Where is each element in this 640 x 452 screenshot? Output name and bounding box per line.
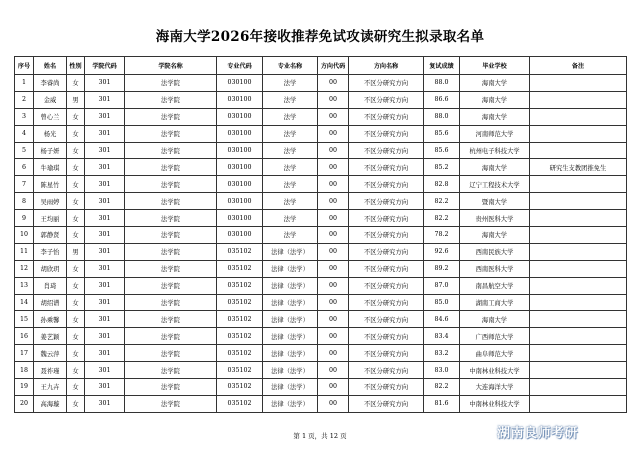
table-cell: 金威 <box>34 91 67 108</box>
table-cell: 301 <box>85 395 125 412</box>
table-cell: 15 <box>15 311 34 328</box>
table-cell: 不区分研究方向 <box>349 210 424 227</box>
table-cell: 030100 <box>217 227 263 244</box>
table-cell: 301 <box>85 294 125 311</box>
table-cell <box>530 142 627 159</box>
table-cell: 辽宁工程技术大学 <box>460 176 530 193</box>
table-cell: 8 <box>15 193 34 210</box>
table-cell <box>530 379 627 396</box>
table-cell: 西南医科大学 <box>460 260 530 277</box>
table-cell: 法学院 <box>125 294 217 311</box>
table-cell: 030100 <box>217 176 263 193</box>
table-cell: 301 <box>85 125 125 142</box>
table-cell: 301 <box>85 328 125 345</box>
table-cell: 83.2 <box>424 345 460 362</box>
table-cell: 不区分研究方向 <box>349 345 424 362</box>
table-cell: 035102 <box>217 362 263 379</box>
table-cell: 00 <box>318 294 349 311</box>
table-cell: 035102 <box>217 328 263 345</box>
table-cell <box>530 210 627 227</box>
table-cell: 法律（法学） <box>263 345 318 362</box>
table-cell <box>530 176 627 193</box>
table-row <box>15 345 627 362</box>
table-cell: 85.0 <box>424 294 460 311</box>
table-cell: 王九卉 <box>34 379 67 396</box>
table-cell: 14 <box>15 294 34 311</box>
table-row <box>15 395 627 412</box>
table-cell: 法律（法学） <box>263 243 318 260</box>
table-cell: 301 <box>85 227 125 244</box>
table-cell: 301 <box>85 176 125 193</box>
table-cell: 女 <box>67 176 85 193</box>
table-cell: 19 <box>15 379 34 396</box>
table-row <box>15 193 627 210</box>
column-header: 专业名称 <box>263 57 318 75</box>
table-cell: 82.2 <box>424 379 460 396</box>
table-cell: 00 <box>318 379 349 396</box>
column-header: 备注 <box>530 57 627 75</box>
table-cell: 法律（法学） <box>263 362 318 379</box>
column-header: 专业代码 <box>217 57 263 75</box>
table-cell: 83.4 <box>424 328 460 345</box>
table-cell: 00 <box>318 142 349 159</box>
table-row <box>15 125 627 142</box>
table-cell: 不区分研究方向 <box>349 362 424 379</box>
table-cell: 030100 <box>217 125 263 142</box>
table-cell: 301 <box>85 260 125 277</box>
table-cell: 85.6 <box>424 125 460 142</box>
table-cell: 030100 <box>217 91 263 108</box>
table-cell: 035102 <box>217 277 263 294</box>
column-header: 复试成绩 <box>424 57 460 75</box>
table-cell: 女 <box>67 75 85 92</box>
table-cell: 曲阜师范大学 <box>460 345 530 362</box>
table-cell: 00 <box>318 75 349 92</box>
table-cell: 吴雨婷 <box>34 193 67 210</box>
document-title: 海南大学2026年接收推荐免试攻读研究生拟录取名单 <box>155 29 485 45</box>
table-cell: 00 <box>318 243 349 260</box>
table-cell: 13 <box>15 277 34 294</box>
table-cell: 84.6 <box>424 311 460 328</box>
table-cell: 法律（法学） <box>263 260 318 277</box>
table-row <box>15 379 627 396</box>
table-cell: 不区分研究方向 <box>349 142 424 159</box>
table-cell: 广西师范大学 <box>460 328 530 345</box>
table-cell <box>530 125 627 142</box>
table-cell: 20 <box>15 395 34 412</box>
table-cell: 6 <box>15 159 34 176</box>
watermark: 湖南良师考研 <box>497 426 579 441</box>
table-cell: 4 <box>15 125 34 142</box>
table-row <box>15 260 627 277</box>
table-cell: 王均丽 <box>34 210 67 227</box>
column-header: 毕业学校 <box>460 57 530 75</box>
table-cell: 030100 <box>217 108 263 125</box>
table-cell: 法学院 <box>125 159 217 176</box>
table-cell: 姜艺颖 <box>34 328 67 345</box>
table-cell: 不区分研究方向 <box>349 125 424 142</box>
table-cell: 82.2 <box>424 193 460 210</box>
table-cell: 85.6 <box>424 142 460 159</box>
table-cell: 00 <box>318 108 349 125</box>
table-cell: 杨子妍 <box>34 142 67 159</box>
table-cell: 00 <box>318 395 349 412</box>
table-cell: 00 <box>318 125 349 142</box>
table-cell: 85.2 <box>424 159 460 176</box>
table-row <box>15 210 627 227</box>
table-cell: 李睿尚 <box>34 75 67 92</box>
table-cell: 女 <box>67 210 85 227</box>
table-cell: 女 <box>67 125 85 142</box>
table-cell <box>530 75 627 92</box>
table-cell: 88.0 <box>424 108 460 125</box>
table-cell <box>530 227 627 244</box>
table-cell: 不区分研究方向 <box>349 227 424 244</box>
table-cell: 曾心兰 <box>34 108 67 125</box>
table-cell: 035102 <box>217 395 263 412</box>
table-row <box>15 311 627 328</box>
table-cell: 82.2 <box>424 210 460 227</box>
column-header: 方向名称 <box>349 57 424 75</box>
table-cell: 不区分研究方向 <box>349 379 424 396</box>
table-cell: 78.2 <box>424 227 460 244</box>
table-cell: 法学院 <box>125 277 217 294</box>
table-cell: 海南大学 <box>460 108 530 125</box>
table-row <box>15 328 627 345</box>
table-cell: 女 <box>67 311 85 328</box>
table-cell: 81.6 <box>424 395 460 412</box>
page-footer: 第 1 页，共 12 页 <box>293 432 347 440</box>
table-cell: 牛瑜琪 <box>34 159 67 176</box>
table-cell: 女 <box>67 277 85 294</box>
table-cell: 7 <box>15 176 34 193</box>
table-cell: 301 <box>85 345 125 362</box>
table-cell: 00 <box>318 345 349 362</box>
table-cell: 法学 <box>263 125 318 142</box>
table-cell: 法学院 <box>125 328 217 345</box>
table-cell: 301 <box>85 193 125 210</box>
table-cell: 00 <box>318 277 349 294</box>
table-cell: 3 <box>15 108 34 125</box>
table-cell: 法学 <box>263 75 318 92</box>
table-cell: 不区分研究方向 <box>349 395 424 412</box>
column-header: 学院名称 <box>125 57 217 75</box>
table-cell: 暨南大学 <box>460 193 530 210</box>
table-cell: 00 <box>318 210 349 227</box>
table-cell: 035102 <box>217 345 263 362</box>
table-cell: 10 <box>15 227 34 244</box>
table-cell: 法学院 <box>125 210 217 227</box>
table-cell: 海南大学 <box>460 311 530 328</box>
table-cell: 女 <box>67 328 85 345</box>
table-cell: 82.8 <box>424 176 460 193</box>
table-cell <box>530 260 627 277</box>
table-cell: 00 <box>318 91 349 108</box>
table-cell: 法学院 <box>125 108 217 125</box>
table-cell <box>530 328 627 345</box>
table-cell: 法学院 <box>125 395 217 412</box>
table-cell: 00 <box>318 328 349 345</box>
admission-table <box>14 56 627 413</box>
table-cell: 法律（法学） <box>263 379 318 396</box>
table-cell: 女 <box>67 227 85 244</box>
column-header: 性别 <box>67 57 85 75</box>
table-cell: 胡绍谱 <box>34 294 67 311</box>
table-cell: 5 <box>15 142 34 159</box>
table-cell: 杭州电子科技大学 <box>460 142 530 159</box>
table-cell: 法学 <box>263 227 318 244</box>
table-cell: 11 <box>15 243 34 260</box>
table-cell: 研究生支教团推免生 <box>530 159 627 176</box>
table-cell: 88.0 <box>424 75 460 92</box>
table-cell: 030100 <box>217 193 263 210</box>
table-cell: 00 <box>318 159 349 176</box>
table-cell: 南昌航空大学 <box>460 277 530 294</box>
table-cell: 12 <box>15 260 34 277</box>
table-cell: 9 <box>15 210 34 227</box>
table-cell: 030100 <box>217 75 263 92</box>
table-cell <box>530 243 627 260</box>
table-cell: 030100 <box>217 210 263 227</box>
column-header: 姓名 <box>34 57 67 75</box>
table-row <box>15 227 627 244</box>
table-cell: 301 <box>85 311 125 328</box>
table-cell: 女 <box>67 159 85 176</box>
table-cell: 不区分研究方向 <box>349 311 424 328</box>
table-cell: 法学院 <box>125 142 217 159</box>
table-cell: 不区分研究方向 <box>349 91 424 108</box>
table-cell: 00 <box>318 227 349 244</box>
table-cell: 00 <box>318 176 349 193</box>
table-cell: 301 <box>85 75 125 92</box>
table-cell: 胡欣玥 <box>34 260 67 277</box>
table-cell: 法律（法学） <box>263 395 318 412</box>
table-cell: 郭静贤 <box>34 227 67 244</box>
table-cell: 中南林业科技大学 <box>460 362 530 379</box>
table-cell: 不区分研究方向 <box>349 294 424 311</box>
table-cell: 河南师范大学 <box>460 125 530 142</box>
table-cell: 法学 <box>263 159 318 176</box>
table-row <box>15 362 627 379</box>
table-cell: 湖南工商大学 <box>460 294 530 311</box>
table-cell: 女 <box>67 108 85 125</box>
table-cell: 陈星竹 <box>34 176 67 193</box>
table-cell: 大连海洋大学 <box>460 379 530 396</box>
table-row <box>15 294 627 311</box>
table-cell: 不区分研究方向 <box>349 193 424 210</box>
table-cell: 法学院 <box>125 345 217 362</box>
table-cell: 035102 <box>217 311 263 328</box>
table-cell: 301 <box>85 159 125 176</box>
column-header: 方向代码 <box>318 57 349 75</box>
column-header: 学院代码 <box>85 57 125 75</box>
table-cell: 法学院 <box>125 193 217 210</box>
table-cell: 法学院 <box>125 379 217 396</box>
table-cell: 魏云萍 <box>34 345 67 362</box>
table-cell: 聂祚瑾 <box>34 362 67 379</box>
table-cell: 男 <box>67 243 85 260</box>
table-cell: 法律（法学） <box>263 328 318 345</box>
table-cell: 301 <box>85 210 125 227</box>
table-cell <box>530 362 627 379</box>
table-cell: 海南大学 <box>460 227 530 244</box>
table-cell: 贵州医科大学 <box>460 210 530 227</box>
table-cell: 李子怡 <box>34 243 67 260</box>
table-cell: 法律（法学） <box>263 277 318 294</box>
table-cell <box>530 91 627 108</box>
table-cell: 00 <box>318 362 349 379</box>
table-cell: 杨光 <box>34 125 67 142</box>
table-cell: 女 <box>67 294 85 311</box>
table-cell: 92.6 <box>424 243 460 260</box>
table-row <box>15 243 627 260</box>
table-cell: 法学院 <box>125 91 217 108</box>
table-cell: 法学院 <box>125 260 217 277</box>
table-cell: 035102 <box>217 243 263 260</box>
table-cell: 不区分研究方向 <box>349 243 424 260</box>
table-row <box>15 91 627 108</box>
table-row <box>15 176 627 193</box>
table-cell: 不区分研究方向 <box>349 176 424 193</box>
table-cell: 87.0 <box>424 277 460 294</box>
table-row <box>15 142 627 159</box>
table-cell <box>530 294 627 311</box>
table-cell: 17 <box>15 345 34 362</box>
table-row <box>15 159 627 176</box>
table-cell: 法学院 <box>125 75 217 92</box>
table-cell: 301 <box>85 91 125 108</box>
table-cell: 301 <box>85 277 125 294</box>
table-cell: 法学 <box>263 108 318 125</box>
table-cell: 00 <box>318 311 349 328</box>
table-cell: 女 <box>67 395 85 412</box>
table-cell: 海南大学 <box>460 159 530 176</box>
table-cell: 301 <box>85 142 125 159</box>
table-cell: 035102 <box>217 260 263 277</box>
table-cell: 女 <box>67 142 85 159</box>
table-cell <box>530 345 627 362</box>
table-cell: 海南大学 <box>460 75 530 92</box>
table-cell <box>530 108 627 125</box>
table-cell: 法学 <box>263 142 318 159</box>
table-cell: 030100 <box>217 159 263 176</box>
table-cell: 法学 <box>263 176 318 193</box>
table-cell: 女 <box>67 193 85 210</box>
table-header-row <box>15 57 627 75</box>
table-cell: 法学院 <box>125 362 217 379</box>
table-cell: 86.6 <box>424 91 460 108</box>
table-cell: 肖琦 <box>34 277 67 294</box>
table-cell: 海南大学 <box>460 91 530 108</box>
table-cell: 301 <box>85 108 125 125</box>
table-cell: 西南民族大学 <box>460 243 530 260</box>
table-cell <box>530 395 627 412</box>
table-cell: 035102 <box>217 294 263 311</box>
table-cell: 法学院 <box>125 243 217 260</box>
table-cell: 1 <box>15 75 34 92</box>
table-cell: 女 <box>67 345 85 362</box>
table-cell: 法学院 <box>125 311 217 328</box>
table-cell: 法学 <box>263 193 318 210</box>
table-row <box>15 277 627 294</box>
table-cell: 不区分研究方向 <box>349 277 424 294</box>
table-cell <box>530 193 627 210</box>
table-cell: 035102 <box>217 379 263 396</box>
table-cell: 83.0 <box>424 362 460 379</box>
table-cell: 法律（法学） <box>263 294 318 311</box>
table-cell: 女 <box>67 260 85 277</box>
table-cell: 法学院 <box>125 227 217 244</box>
table-cell: 89.2 <box>424 260 460 277</box>
table-cell: 不区分研究方向 <box>349 108 424 125</box>
table-row <box>15 108 627 125</box>
table-cell: 法学 <box>263 91 318 108</box>
table-cell: 301 <box>85 379 125 396</box>
table-cell: 301 <box>85 243 125 260</box>
table-cell: 不区分研究方向 <box>349 75 424 92</box>
table-cell: 中南林业科技大学 <box>460 395 530 412</box>
table-cell: 18 <box>15 362 34 379</box>
table-cell: 法律（法学） <box>263 311 318 328</box>
table-cell: 00 <box>318 260 349 277</box>
table-cell: 高海璇 <box>34 395 67 412</box>
table-cell: 男 <box>67 91 85 108</box>
table-cell: 法学院 <box>125 176 217 193</box>
table-cell: 2 <box>15 91 34 108</box>
table-cell <box>530 311 627 328</box>
table-cell: 00 <box>318 193 349 210</box>
table-cell <box>530 277 627 294</box>
table-cell: 女 <box>67 379 85 396</box>
table-cell: 030100 <box>217 142 263 159</box>
column-header: 序号 <box>15 57 34 75</box>
table-cell: 法学 <box>263 210 318 227</box>
table-cell: 301 <box>85 362 125 379</box>
table-cell: 不区分研究方向 <box>349 159 424 176</box>
table-cell: 不区分研究方向 <box>349 328 424 345</box>
table-cell: 女 <box>67 362 85 379</box>
table-cell: 法学院 <box>125 125 217 142</box>
table-cell: 16 <box>15 328 34 345</box>
table-cell: 不区分研究方向 <box>349 260 424 277</box>
table-cell: 孙乘馨 <box>34 311 67 328</box>
table-row <box>15 75 627 92</box>
